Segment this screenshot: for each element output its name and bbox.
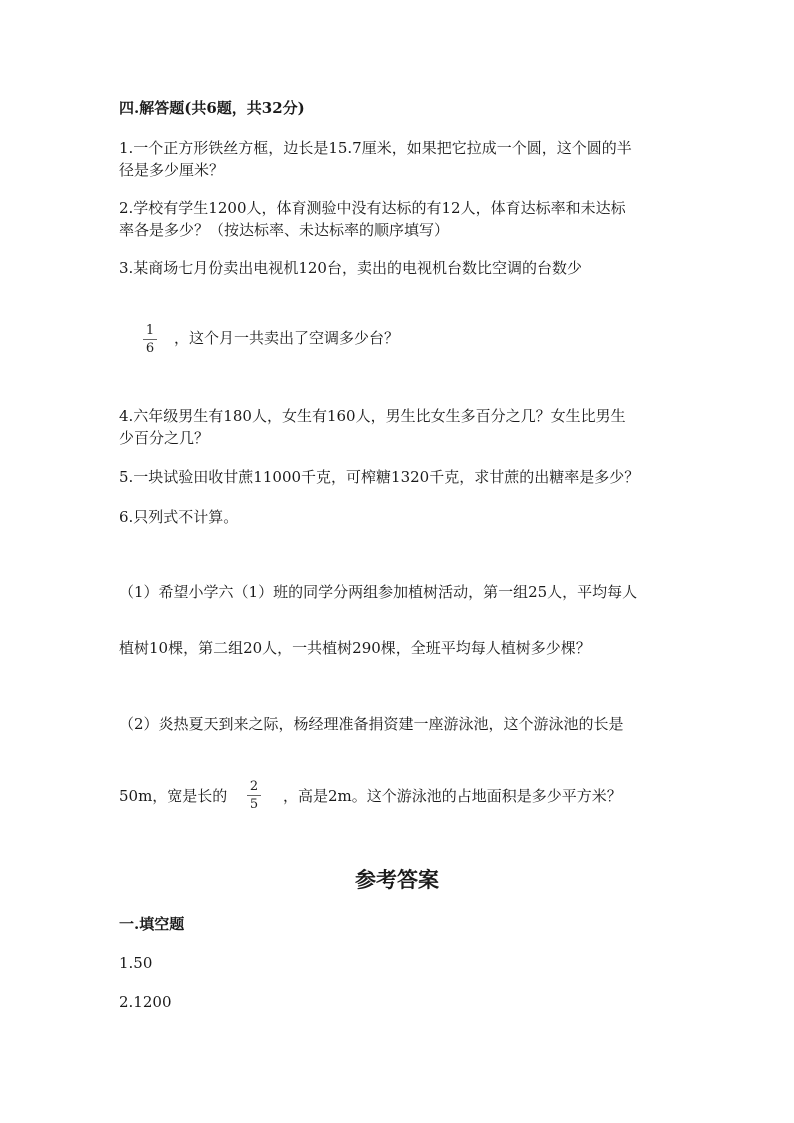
fraction-bar	[143, 339, 157, 340]
question-1-line-1: 1.一个正方形铁丝方框，边长是15.7厘米，如果把它拉成一个圆，这个圆的半	[119, 139, 632, 157]
question-3-fraction	[143, 323, 157, 356]
answers-title: 参考答案	[355, 867, 439, 892]
question-6-sub1-line-1: （1）希望小学六（1）班的同学分两组参加植树活动，第一组25人，平均每人	[119, 583, 638, 601]
question-6-fraction	[247, 779, 261, 812]
question-3-line-2: ，这个月一共卖出了空调多少台？	[174, 329, 400, 347]
question-6-sub2-line-2b: ，高是2m。这个游泳池的占地面积是多少平方米？	[283, 787, 622, 805]
question-4-line-2: 少百分之几？	[119, 429, 210, 447]
question-2-line-2: 率各是多少？（按达标率、未达标率的顺序填写）	[119, 221, 450, 239]
section-title: 四.解答题(共6题，共32分)	[119, 99, 305, 117]
answer-item-2: 2.1200	[119, 993, 172, 1011]
answer-item-1: 1.50	[119, 954, 153, 972]
fraction-denominator: 6	[145, 341, 155, 356]
question-6-sub1-line-2: 植树10棵，第二组20人，一共植树290棵，全班平均每人植树多少棵？	[119, 639, 591, 657]
fraction-numerator: 1	[145, 323, 155, 338]
question-4-line-1: 4.六年级男生有180人，女生有160人，男生比女生多百分之几？女生比男生	[119, 407, 626, 425]
question-6-sub2-line-1: （2）炎热夏天到来之际，杨经理准备捐资建一座游泳池，这个游泳池的长是	[119, 715, 624, 733]
question-1-line-2: 径是多少厘米？	[119, 161, 225, 179]
fraction-denominator: 5	[249, 797, 259, 812]
question-3-line-1: 3.某商场七月份卖出电视机120台，卖出的电视机台数比空调的台数少	[119, 259, 582, 277]
question-6-line-1: 6.只列式不计算。	[119, 508, 239, 526]
answers-section-1-title: 一.填空题	[119, 915, 185, 933]
question-2-line-1: 2.学校有学生1200人，体育测验中没有达标的有12人，体育达标率和未达标	[119, 199, 626, 217]
question-6-sub2-line-2a: 50m，宽是长的	[119, 787, 228, 805]
fraction-bar	[247, 795, 261, 796]
question-5-line-1: 5.一块试验田收甘蔗11000千克，可榨糖1320千克，求甘蔗的出糖率是多少？	[119, 468, 640, 486]
fraction-numerator: 2	[249, 779, 259, 794]
